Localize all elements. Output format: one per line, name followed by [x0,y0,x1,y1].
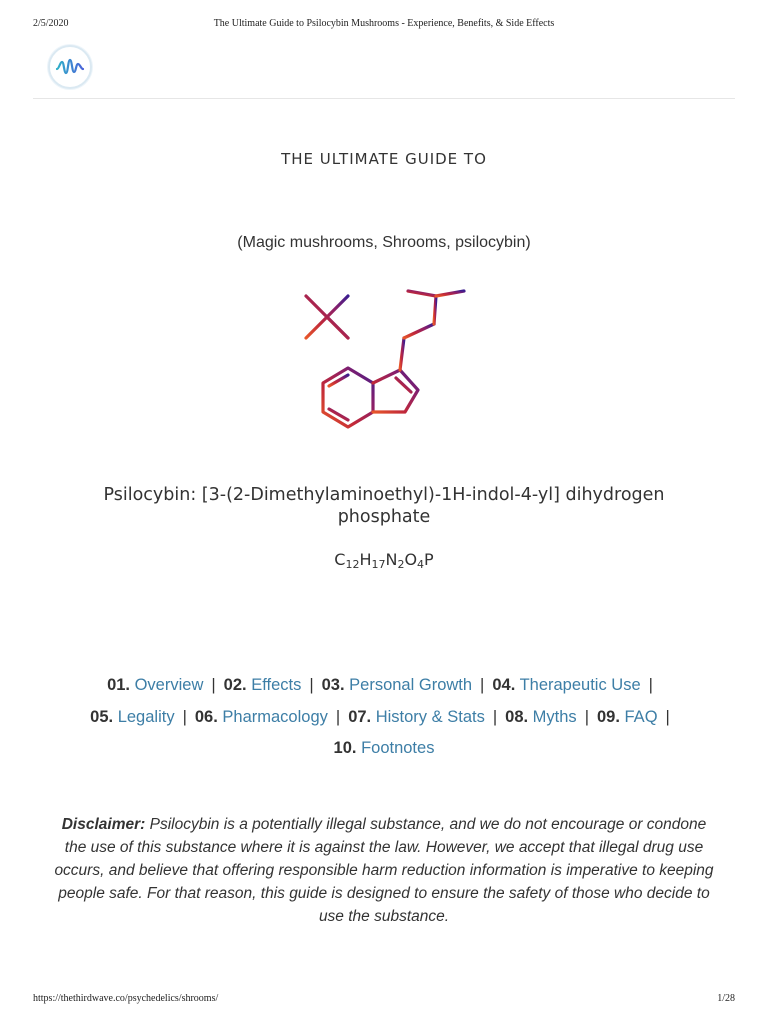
toc-separator: | [648,676,653,694]
formula-n: N [385,550,398,569]
disclaimer-text: Psilocybin is a potentially illegal substance, and we do not encourage or condone the use of this substance where it is against the law. However, we accept that illegal drug use occurs, and believe that offering responsible harm reduction information is imperative to keeping people safe. For that reason, this guide is designed to ensure the safety of those who decide to use the substance. [54,816,714,925]
toc-item-history-stats[interactable]: 07. History & Stats [348,707,485,726]
toc-link-footnotes[interactable]: Footnotes [361,739,435,757]
formula-h: H [359,550,372,569]
toc-link-therapeutic-use[interactable]: Therapeutic Use [519,676,641,694]
toc-link-faq[interactable]: FAQ [624,707,658,726]
header-divider [33,98,735,99]
site-logo[interactable] [48,45,92,89]
toc-separator: | [309,676,314,694]
toc-item-myths[interactable]: 08. Myths [505,707,577,726]
formula-o: O [404,550,418,569]
toc-link-history-stats[interactable]: History & Stats [375,707,485,726]
disclaimer [50,813,718,928]
compound-name: Psilocybin: [3-(2-Dimethylaminoethyl)-1H-indol-4-yl] dihydrogen phosphate [103,485,665,527]
toc-link-overview[interactable]: Overview [134,676,204,694]
table-of-contents [40,670,728,765]
toc-link-personal-growth[interactable]: Personal Growth [349,676,473,694]
disclaimer-label: Disclaimer: [61,816,146,833]
print-header [0,18,768,32]
toc-link-effects[interactable]: Effects [251,676,302,694]
toc-item-footnotes[interactable]: 10. Footnotes [333,739,435,757]
formula-h-sub: 17 [371,558,386,571]
toc-item-pharmacology[interactable]: 06. Pharmacology [194,707,328,726]
toc-separator: | [211,676,216,694]
toc-link-pharmacology[interactable]: Pharmacology [222,707,328,726]
toc-item-overview[interactable]: 01. Overview [107,676,204,694]
toc-item-personal-growth[interactable]: 03. Personal Growth [321,676,473,694]
toc-item-legality[interactable]: 05. Legality [90,707,175,726]
print-footer [0,993,768,1007]
alternate-names: (Magic mushrooms, Shrooms, psilocybin) [237,234,531,251]
toc-separator: | [335,707,341,726]
toc-separator: | [584,707,589,726]
print-url: https://thethirdwave.co/psychedelics/shrooms/ [33,993,219,1004]
formula-c: C [334,550,346,569]
toc-separator: | [182,707,187,726]
toc-separator: | [492,707,498,726]
toc-item-effects[interactable]: 02. Effects [223,676,302,694]
toc-link-myths[interactable]: Myths [532,707,577,726]
toc-separator: | [480,676,485,694]
guide-kicker: THE ULTIMATE GUIDE TO [281,150,487,168]
toc-item-faq[interactable]: 09. FAQ [596,707,658,726]
toc-separator: | [665,707,670,726]
print-document-title: The Ultimate Guide to Psilocybin Mushrooms - Experience, Benefits, & Side Effects [213,18,555,29]
chemical-formula [0,550,768,569]
formula-c-sub: 12 [345,558,360,571]
toc-link-legality[interactable]: Legality [117,707,175,726]
wave-logo-icon [55,57,85,77]
psilocybin-molecule-icon [296,286,472,436]
formula-n-sub: 2 [397,558,405,571]
formula-o-sub: 4 [417,558,425,571]
print-date: 2/5/2020 [33,18,69,29]
print-page-number: 1/28 [717,993,735,1004]
formula-p: P [424,550,434,569]
toc-item-therapeutic-use[interactable]: 04. Therapeutic Use [492,676,641,694]
